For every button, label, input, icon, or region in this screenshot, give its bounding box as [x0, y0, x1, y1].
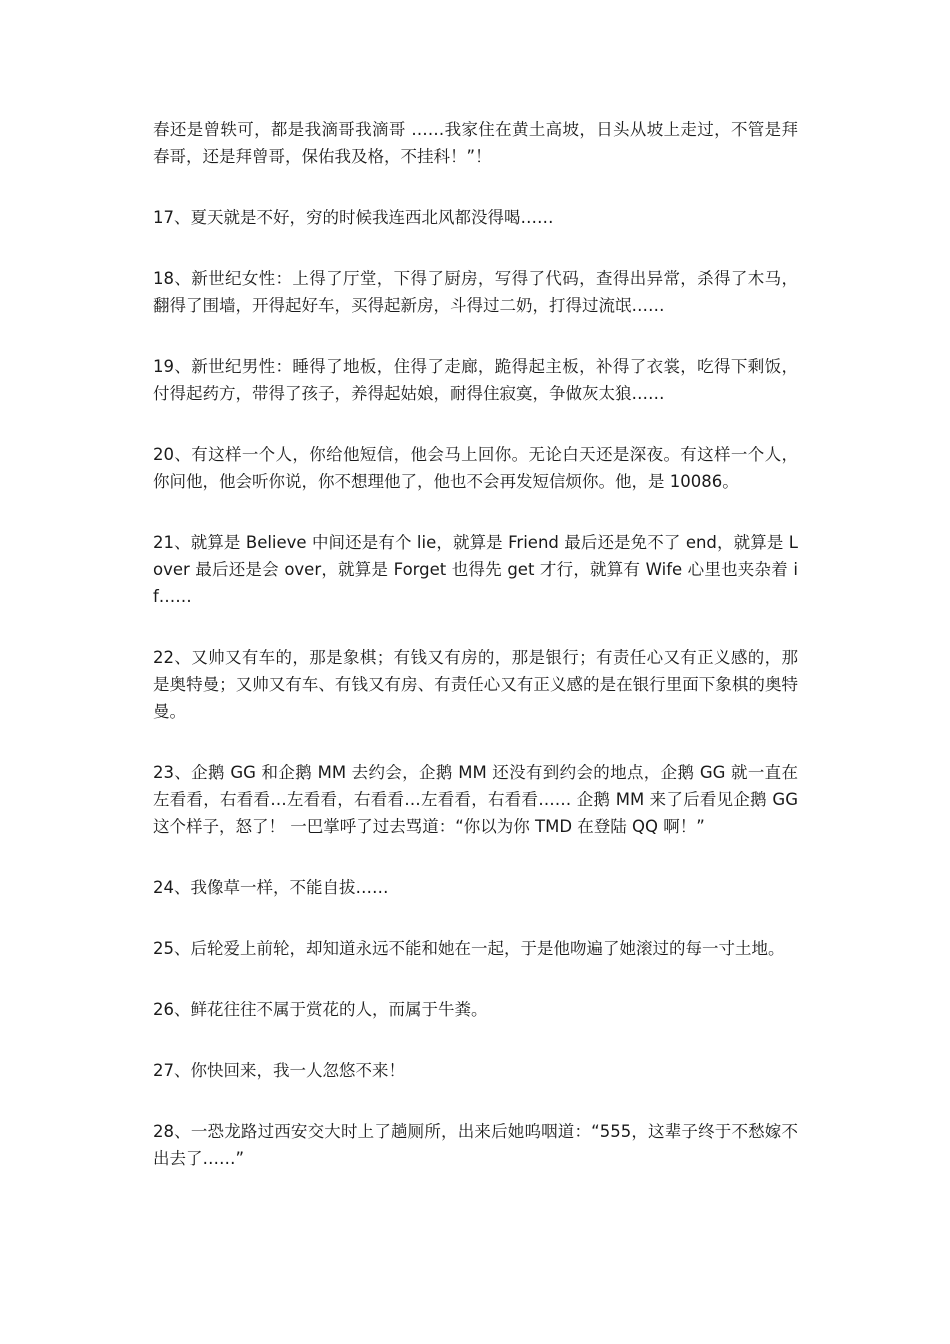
paragraph-26: 26、鲜花往往不属于赏花的人，而属于牛粪。 — [153, 1000, 488, 1019]
paragraph-continuation: 春还是曾轶可，都是我滴哥我滴哥 ……我家住在黄土高坡，日头从坡上走过，不管是拜春哥，还是拜曾哥，保佑我及格，不挂科！”！ — [153, 120, 798, 166]
paragraph-20: 20、有这样一个人，你给他短信，他会马上回你。无论白天还是深夜。有这样一个人，你问他，他会听你说，你不想理他了，他也不会再发短信烦你。他，是 10086。 — [153, 445, 798, 491]
paragraph-19: 19、新世纪男性：睡得了地板，住得了走廊，跪得起主板，补得了衣裳，吃得下剩饭，付得起药方，带得了孩子，养得起姑娘，耐得住寂寞，争做灰太狼…… — [153, 357, 798, 403]
paragraph-18: 18、新世纪女性：上得了厅堂，下得了厨房，写得了代码，查得出异常，杀得了木马，翻得了围墙，开得起好车，买得起新房，斗得过二奶，打得过流氓…… — [153, 269, 798, 315]
paragraph-27: 27、你快回来，我一人忽悠不来！ — [153, 1061, 405, 1080]
paragraph-25: 25、后轮爱上前轮，却知道永远不能和她在一起，于是他吻遍了她滚过的每一寸土地。 — [153, 939, 785, 958]
paragraph-24: 24、我像草一样，不能自拔…… — [153, 878, 389, 897]
paragraph-21: 21、就算是 Believe 中间还是有个 lie，就算是 Friend 最后还是免不了 end，就算是 Lover 最后还是会 over，就算是 Forget 也得先 get 才行，就算有 Wife 心里也夹杂着 if…… — [153, 533, 798, 606]
paragraph-22: 22、又帅又有车的，那是象棋；有钱又有房的，那是银行；有责任心又有正义感的，那是奥特曼；又帅又有车、有钱又有房、有责任心又有正义感的是在银行里面下象棋的奥特曼。 — [153, 648, 798, 721]
document-body — [153, 116, 798, 1206]
paragraph-23: 23、企鹅 GG 和企鹅 MM 去约会，企鹅 MM 还没有到约会的地点，企鹅 GG 就一直在左看看，右看看…左看看，右看看…左看看，右看看…… 企鹅 MM 来了后看见企鹅 GG 这个样子，怒了！ 一巴掌呼了过去骂道：“你以为你 TMD 在登陆 QQ 啊！” — [153, 763, 798, 836]
paragraph-28: 28、一恐龙路过西安交大时上了趟厕所，出来后她呜咽道：“555，这辈子终于不愁嫁不出去了……” — [153, 1122, 798, 1168]
paragraph-17: 17、夏天就是不好，穷的时候我连西北风都没得喝…… — [153, 208, 554, 227]
